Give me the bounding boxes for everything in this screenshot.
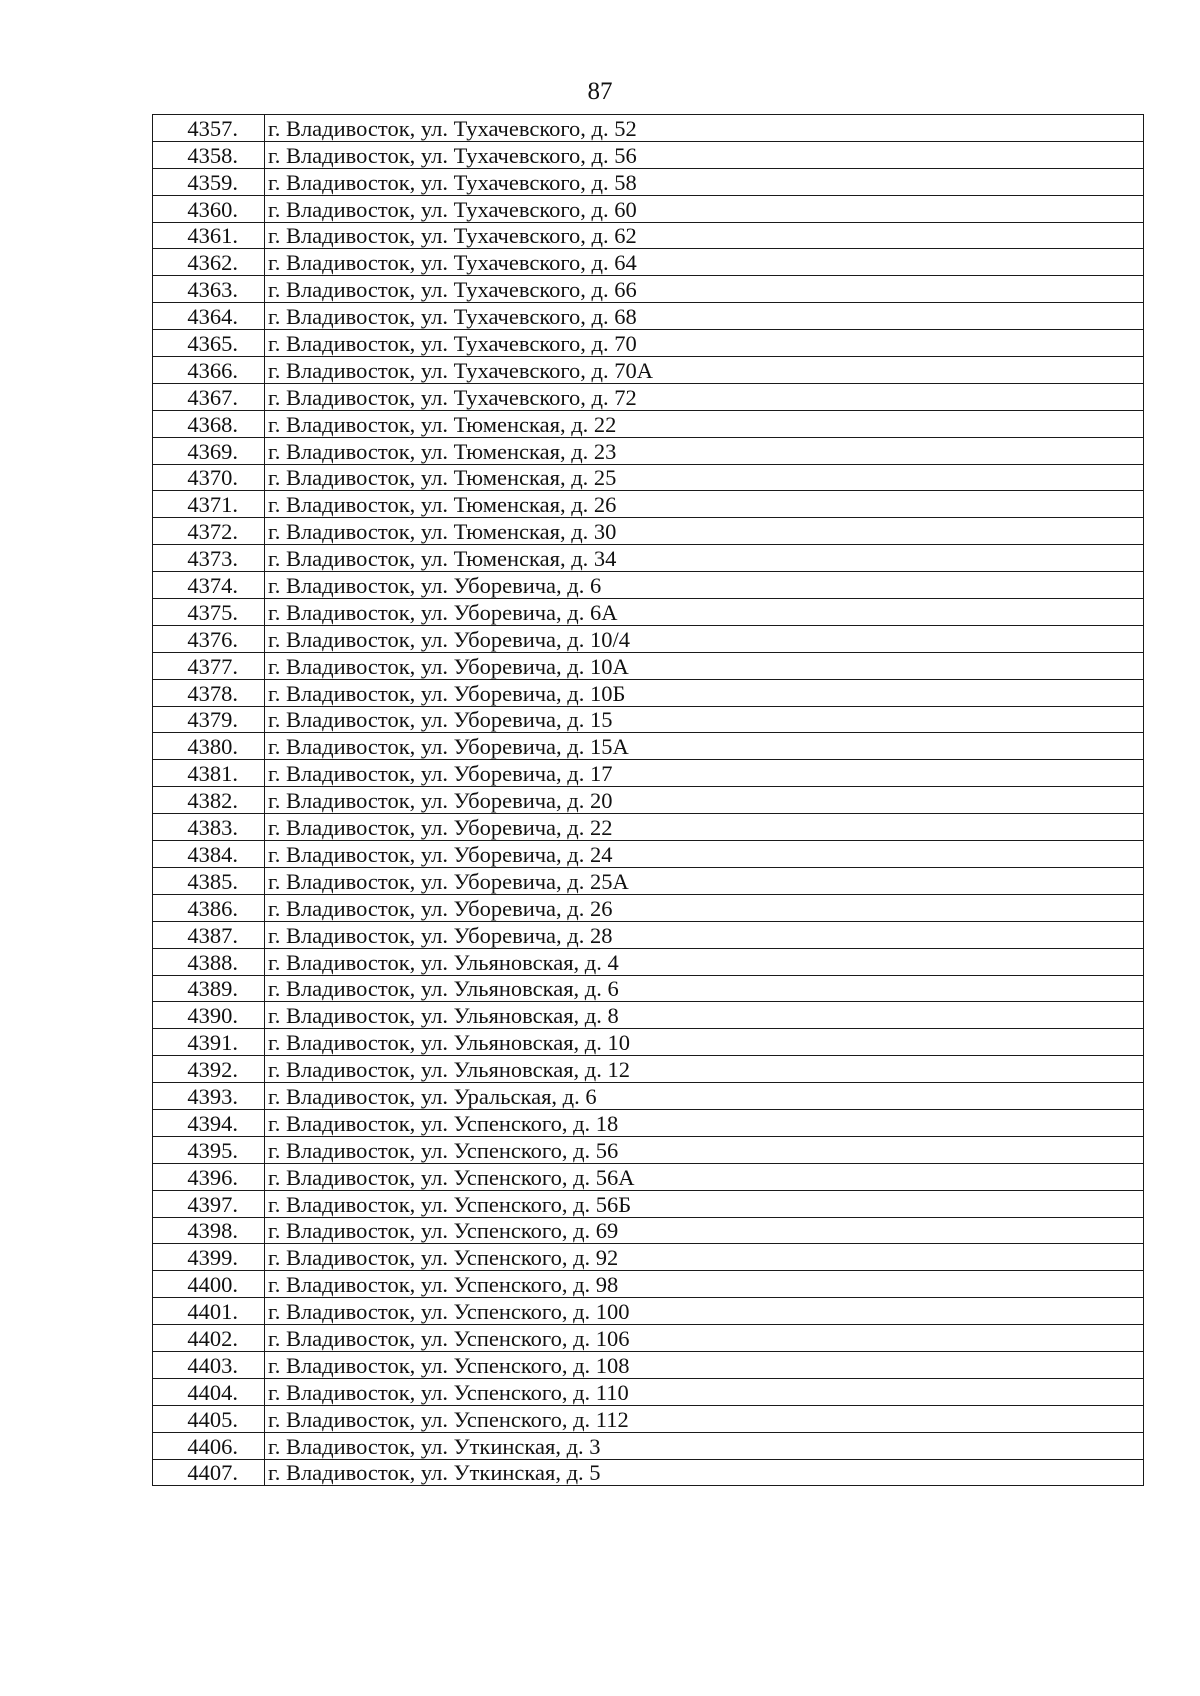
row-address: г. Владивосток, ул. Уткинская, д. 5 [265, 1459, 1144, 1486]
row-number: 4370. [153, 464, 265, 491]
address-table-body [153, 115, 1144, 1486]
row-address: г. Владивосток, ул. Уборевича, д. 10Б [265, 679, 1144, 706]
table-row [153, 1459, 1144, 1486]
row-number: 4376. [153, 625, 265, 652]
table-row [153, 276, 1144, 303]
row-number: 4365. [153, 330, 265, 357]
table-row [153, 760, 1144, 787]
row-number: 4357. [153, 115, 265, 142]
table-row [153, 115, 1144, 142]
table-row [153, 599, 1144, 626]
table-row [153, 867, 1144, 894]
row-number: 4401. [153, 1298, 265, 1325]
row-address: г. Владивосток, ул. Тухачевского, д. 68 [265, 303, 1144, 330]
table-row [153, 1029, 1144, 1056]
row-address: г. Владивосток, ул. Ульяновская, д. 4 [265, 948, 1144, 975]
row-address: г. Владивосток, ул. Уборевича, д. 28 [265, 921, 1144, 948]
table-row [153, 894, 1144, 921]
table-row [153, 787, 1144, 814]
row-address: г. Владивосток, ул. Уборевича, д. 20 [265, 787, 1144, 814]
row-address: г. Владивосток, ул. Успенского, д. 110 [265, 1378, 1144, 1405]
table-row [153, 410, 1144, 437]
table-row [153, 545, 1144, 572]
table-row [153, 1056, 1144, 1083]
row-number: 4388. [153, 948, 265, 975]
row-number: 4384. [153, 841, 265, 868]
table-row [153, 249, 1144, 276]
row-number: 4377. [153, 652, 265, 679]
row-number: 4404. [153, 1378, 265, 1405]
table-row [153, 1351, 1144, 1378]
table-row [153, 1217, 1144, 1244]
row-address: г. Владивосток, ул. Тюменская, д. 23 [265, 437, 1144, 464]
row-number: 4387. [153, 921, 265, 948]
row-address: г. Владивосток, ул. Уткинская, д. 3 [265, 1432, 1144, 1459]
row-number: 4382. [153, 787, 265, 814]
row-number: 4375. [153, 599, 265, 626]
row-number: 4362. [153, 249, 265, 276]
row-address: г. Владивосток, ул. Успенского, д. 92 [265, 1244, 1144, 1271]
row-number: 4398. [153, 1217, 265, 1244]
row-number: 4381. [153, 760, 265, 787]
row-address: г. Владивосток, ул. Тюменская, д. 22 [265, 410, 1144, 437]
row-address: г. Владивосток, ул. Ульяновская, д. 10 [265, 1029, 1144, 1056]
table-row [153, 141, 1144, 168]
table-row [153, 814, 1144, 841]
table-row [153, 1271, 1144, 1298]
row-address: г. Владивосток, ул. Успенского, д. 18 [265, 1109, 1144, 1136]
row-number: 4389. [153, 975, 265, 1002]
row-number: 4361. [153, 222, 265, 249]
row-address: г. Владивосток, ул. Успенского, д. 106 [265, 1325, 1144, 1352]
row-number: 4390. [153, 1002, 265, 1029]
row-address: г. Владивосток, ул. Успенского, д. 56 [265, 1136, 1144, 1163]
row-address: г. Владивосток, ул. Уборевича, д. 10/4 [265, 625, 1144, 652]
row-number: 4399. [153, 1244, 265, 1271]
row-address: г. Владивосток, ул. Успенского, д. 56Б [265, 1190, 1144, 1217]
row-number: 4378. [153, 679, 265, 706]
row-number: 4372. [153, 518, 265, 545]
row-address: г. Владивосток, ул. Ульяновская, д. 12 [265, 1056, 1144, 1083]
table-row [153, 222, 1144, 249]
row-number: 4360. [153, 195, 265, 222]
table-row [153, 625, 1144, 652]
row-address: г. Владивосток, ул. Тухачевского, д. 58 [265, 168, 1144, 195]
row-number: 4380. [153, 733, 265, 760]
row-number: 4386. [153, 894, 265, 921]
table-row [153, 303, 1144, 330]
table-row [153, 1163, 1144, 1190]
table-row [153, 733, 1144, 760]
row-address: г. Владивосток, ул. Уборевича, д. 17 [265, 760, 1144, 787]
row-address: г. Владивосток, ул. Уборевича, д. 22 [265, 814, 1144, 841]
row-address: г. Владивосток, ул. Тухачевского, д. 56 [265, 141, 1144, 168]
table-row [153, 1190, 1144, 1217]
table-row [153, 383, 1144, 410]
row-address: г. Владивосток, ул. Тухачевского, д. 70 [265, 330, 1144, 357]
row-number: 4394. [153, 1109, 265, 1136]
row-address: г. Владивосток, ул. Тухачевского, д. 62 [265, 222, 1144, 249]
table-row [153, 572, 1144, 599]
row-number: 4371. [153, 491, 265, 518]
row-address: г. Владивосток, ул. Уборевича, д. 6А [265, 599, 1144, 626]
row-number: 4374. [153, 572, 265, 599]
row-number: 4397. [153, 1190, 265, 1217]
row-address: г. Владивосток, ул. Ульяновская, д. 8 [265, 1002, 1144, 1029]
row-address: г. Владивосток, ул. Тухачевского, д. 66 [265, 276, 1144, 303]
row-address: г. Владивосток, ул. Успенского, д. 108 [265, 1351, 1144, 1378]
table-row [153, 706, 1144, 733]
table-row [153, 1136, 1144, 1163]
row-number: 4400. [153, 1271, 265, 1298]
table-row [153, 1083, 1144, 1110]
row-address: г. Владивосток, ул. Успенского, д. 100 [265, 1298, 1144, 1325]
row-number: 4368. [153, 410, 265, 437]
table-row [153, 841, 1144, 868]
table-row [153, 491, 1144, 518]
row-number: 4385. [153, 867, 265, 894]
row-address: г. Владивосток, ул. Успенского, д. 112 [265, 1405, 1144, 1432]
row-number: 4366. [153, 357, 265, 384]
row-address: г. Владивосток, ул. Тюменская, д. 30 [265, 518, 1144, 545]
row-address: г. Владивосток, ул. Ульяновская, д. 6 [265, 975, 1144, 1002]
row-address: г. Владивосток, ул. Уборевича, д. 26 [265, 894, 1144, 921]
table-row [153, 464, 1144, 491]
table-row [153, 357, 1144, 384]
table-row [153, 1432, 1144, 1459]
row-address: г. Владивосток, ул. Успенского, д. 56А [265, 1163, 1144, 1190]
row-number: 4403. [153, 1351, 265, 1378]
table-row [153, 652, 1144, 679]
table-row [153, 1378, 1144, 1405]
row-address: г. Владивосток, ул. Уборевича, д. 6 [265, 572, 1144, 599]
row-number: 4395. [153, 1136, 265, 1163]
row-number: 4402. [153, 1325, 265, 1352]
row-number: 4405. [153, 1405, 265, 1432]
table-row [153, 975, 1144, 1002]
row-number: 4373. [153, 545, 265, 572]
table-row [153, 921, 1144, 948]
row-address: г. Владивосток, ул. Уборевича, д. 10А [265, 652, 1144, 679]
row-number: 4396. [153, 1163, 265, 1190]
table-row [153, 1109, 1144, 1136]
row-address: г. Владивосток, ул. Уборевича, д. 25А [265, 867, 1144, 894]
row-address: г. Владивосток, ул. Уборевича, д. 24 [265, 841, 1144, 868]
row-address: г. Владивосток, ул. Уборевича, д. 15А [265, 733, 1144, 760]
address-table [152, 114, 1144, 1486]
row-number: 4363. [153, 276, 265, 303]
table-row [153, 948, 1144, 975]
table-row [153, 1244, 1144, 1271]
row-number: 4369. [153, 437, 265, 464]
row-address: г. Владивосток, ул. Тухачевского, д. 60 [265, 195, 1144, 222]
table-row [153, 1325, 1144, 1352]
row-address: г. Владивосток, ул. Тухачевского, д. 64 [265, 249, 1144, 276]
table-row [153, 1298, 1144, 1325]
row-address: г. Владивосток, ул. Успенского, д. 98 [265, 1271, 1144, 1298]
row-address: г. Владивосток, ул. Успенского, д. 69 [265, 1217, 1144, 1244]
row-address: г. Владивосток, ул. Тухачевского, д. 52 [265, 115, 1144, 142]
row-address: г. Владивосток, ул. Уборевича, д. 15 [265, 706, 1144, 733]
row-number: 4358. [153, 141, 265, 168]
row-number: 4359. [153, 168, 265, 195]
row-address: г. Владивосток, ул. Тюменская, д. 25 [265, 464, 1144, 491]
row-number: 4383. [153, 814, 265, 841]
row-number: 4407. [153, 1459, 265, 1486]
row-number: 4393. [153, 1083, 265, 1110]
row-address: г. Владивосток, ул. Тухачевского, д. 72 [265, 383, 1144, 410]
page-number: 87 [587, 78, 613, 105]
row-number: 4391. [153, 1029, 265, 1056]
table-row [153, 330, 1144, 357]
table-row [153, 1405, 1144, 1432]
row-address: г. Владивосток, ул. Тюменская, д. 34 [265, 545, 1144, 572]
row-number: 4364. [153, 303, 265, 330]
table-row [153, 518, 1144, 545]
row-number: 4379. [153, 706, 265, 733]
row-number: 4392. [153, 1056, 265, 1083]
table-row [153, 195, 1144, 222]
row-address: г. Владивосток, ул. Тухачевского, д. 70А [265, 357, 1144, 384]
row-number: 4406. [153, 1432, 265, 1459]
row-address: г. Владивосток, ул. Уральская, д. 6 [265, 1083, 1144, 1110]
table-row [153, 1002, 1144, 1029]
table-row [153, 679, 1144, 706]
row-number: 4367. [153, 383, 265, 410]
table-row [153, 168, 1144, 195]
table-row [153, 437, 1144, 464]
row-address: г. Владивосток, ул. Тюменская, д. 26 [265, 491, 1144, 518]
